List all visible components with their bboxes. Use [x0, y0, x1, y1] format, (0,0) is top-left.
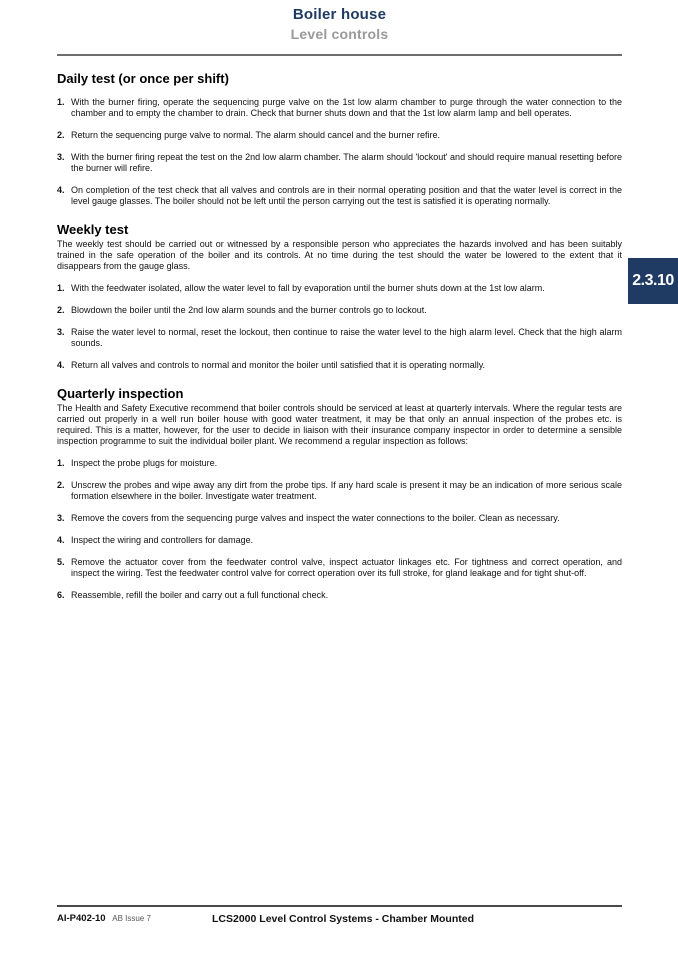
item-text: Inspect the wiring and controllers for damage. [71, 535, 254, 545]
list-item [57, 513, 622, 524]
list-item [57, 360, 622, 371]
section-heading: Quarterly inspection [57, 386, 184, 401]
item-number: 6. [57, 590, 65, 600]
quarterly-inspection-list [57, 458, 622, 601]
section-number-tab: 2.3.10 [628, 258, 678, 304]
item-text: Raise the water level to normal, reset the lockout, then continue to raise the water level to the high alarm level. Check that the high alarm sounds. [71, 327, 622, 348]
list-item [57, 283, 622, 294]
item-text: Return all valves and controls to normal and monitor the boiler until satisfied that it is operating normally. [71, 360, 486, 370]
list-item [57, 185, 622, 207]
item-text: Unscrew the probes and wipe away any dirt from the probe tips. If any hard scale is present it may be an indication of more serious scale formation elsewhere in the boiler. Investigate water treatment. [71, 480, 622, 501]
list-item [57, 305, 622, 316]
list-item [57, 557, 622, 579]
item-text: Remove the actuator cover from the feedwater control valve, inspect actuator linkages etc. For tightness and correct operation, and inspect the wiring. Test the feedwater control valve for correct operation over its full stroke, for gland leakage and for tight shut-off. [71, 557, 622, 578]
item-number: 3. [57, 152, 65, 162]
section-daily-test [57, 71, 622, 207]
item-number: 4. [57, 535, 65, 545]
daily-test-list [57, 97, 622, 207]
page-content [0, 6, 678, 601]
item-number: 2. [57, 130, 65, 140]
item-number: 2. [57, 305, 65, 315]
section-heading: Daily test (or once per shift) [57, 71, 229, 86]
header-rule [57, 54, 622, 56]
item-number: 4. [57, 185, 65, 195]
item-text: Inspect the probe plugs for moisture. [71, 458, 218, 468]
item-text: On completion of the test check that all valves and controls are in their normal operating position and that the water level is correct in the level gauge glasses. The boiler should not be left until the person carrying out the test is satisfied it is operating normally. [71, 185, 622, 206]
item-number: 5. [57, 557, 65, 567]
item-number: 2. [57, 480, 65, 490]
footer-doc-reference [57, 913, 151, 924]
section-weekly-test [57, 222, 622, 371]
list-item [57, 458, 622, 469]
item-number: 3. [57, 513, 65, 523]
list-item [57, 97, 622, 119]
list-item [57, 130, 622, 141]
item-number: 1. [57, 97, 65, 107]
section-intro: The Health and Safety Executive recommend that boiler controls should be serviced at least at quarterly intervals. Where the regular tests are carried out properly in a well run boiler house with good water treatment, it may be that only an annual inspection of the probes etc. is required. This is a matter, however, for the user to decide in liaison with their insurance company inspector in order to determine a sensible inspection programme to suit the individual boiler plant. We recommend a regular inspection as follows: [57, 403, 622, 446]
item-text: Reassemble, refill the boiler and carry out a full functional check. [71, 590, 329, 600]
page-title: Boiler house [292, 6, 387, 23]
list-item [57, 152, 622, 174]
doc-issue: AB Issue 7 [112, 914, 151, 923]
footer-rule [57, 905, 622, 907]
section-quarterly-inspection [57, 386, 622, 601]
item-number: 1. [57, 458, 65, 468]
list-item [57, 480, 622, 502]
item-text: Return the sequencing purge valve to normal. The alarm should cancel and the burner refire. [71, 130, 441, 140]
footer-title: LCS2000 Level Control Systems - Chamber Mounted [212, 913, 474, 925]
item-text: With the burner firing, operate the sequencing purge valve on the 1st low alarm chamber to purge through the water connection to the chamber and to empty the chamber to drain. Check that burner shuts down and that the 1st low alarm lamp and bell operates. [71, 97, 622, 118]
section-intro: The weekly test should be carried out or witnessed by a responsible person who appreciates the hazards involved and has been suitably trained in the safe operation of the boiler and its controls. At no time during the test should the water be lowered to the extent that it disappears from the gauge glass. [57, 239, 622, 271]
item-text: Blowdown the boiler until the 2nd low alarm sounds and the burner controls go to lockout. [71, 305, 427, 315]
item-text: Remove the covers from the sequencing purge valves and inspect the water connections to the boiler. Clean as necessary. [71, 513, 560, 523]
list-item [57, 327, 622, 349]
list-item [57, 590, 622, 601]
doc-ref: AI-P402-10 [57, 913, 106, 924]
page-subtitle: Level controls [290, 26, 389, 42]
item-number: 1. [57, 283, 65, 293]
list-item [57, 535, 622, 546]
item-text: With the feedwater isolated, allow the water level to fall by evaporation until the burner shuts down at the 1st low alarm. [71, 283, 545, 293]
weekly-test-list [57, 283, 622, 371]
item-text: With the burner firing repeat the test on the 2nd low alarm chamber. The alarm should 'lockout' and should require manual resetting before the burner will refire. [71, 152, 622, 173]
item-number: 4. [57, 360, 65, 370]
item-number: 3. [57, 327, 65, 337]
section-heading: Weekly test [57, 222, 129, 237]
